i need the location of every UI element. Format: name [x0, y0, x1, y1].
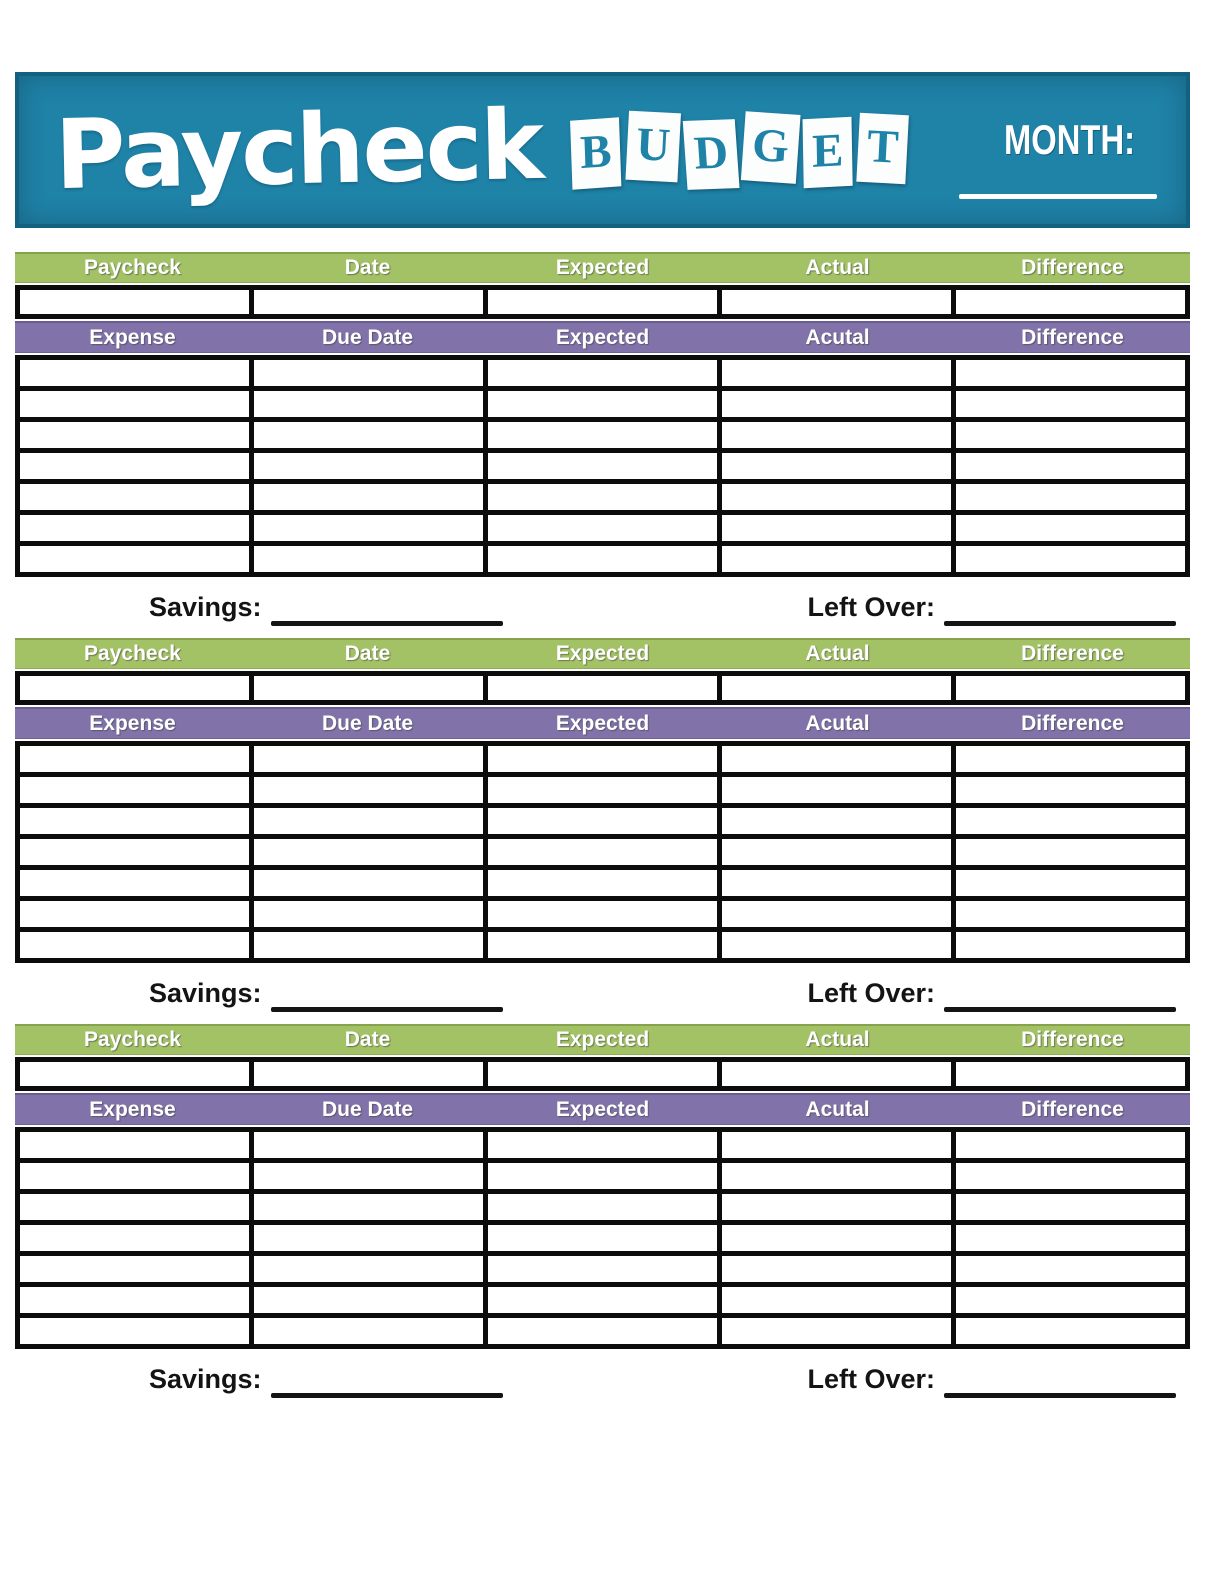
- paycheck-row-table: [15, 1057, 1190, 1091]
- expense-cell-blank[interactable]: [486, 837, 720, 868]
- expense-row: [18, 358, 1188, 389]
- expense-cell-blank[interactable]: [486, 806, 720, 837]
- month-blank-line[interactable]: [959, 194, 1157, 199]
- expense-cell-blank[interactable]: [252, 482, 486, 513]
- header-expense: Expense: [89, 325, 176, 349]
- expense-cell-blank[interactable]: [720, 1192, 954, 1223]
- expense-row: [18, 1161, 1188, 1192]
- expense-cell-blank[interactable]: [18, 544, 252, 575]
- paycheck-cell-blank[interactable]: [720, 288, 954, 317]
- expense-row: [18, 1285, 1188, 1316]
- header-due-date: Due Date: [321, 325, 414, 349]
- savings-label: Savings:: [149, 1364, 262, 1394]
- expense-cell-blank[interactable]: [720, 899, 954, 930]
- expense-cell-blank[interactable]: [252, 358, 486, 389]
- expense-row: [18, 1192, 1188, 1223]
- title-banner: [15, 72, 1190, 228]
- expense-cell-blank[interactable]: [954, 775, 1188, 806]
- savings-label: Savings:: [149, 592, 262, 622]
- paycheck-header-bar: [15, 252, 1190, 283]
- header-difference: Difference: [1021, 1028, 1124, 1051]
- paycheck-row: [18, 674, 1188, 703]
- budget-section-3: [15, 1024, 1190, 1410]
- totals-row: [15, 579, 1190, 638]
- sections-container: [15, 228, 1190, 1410]
- budget-tile-letter: G: [740, 111, 799, 184]
- expense-cell-blank[interactable]: [252, 1223, 486, 1254]
- expense-cell-blank[interactable]: [720, 451, 954, 482]
- expense-cell-blank[interactable]: [720, 513, 954, 544]
- expense-cell-blank[interactable]: [252, 1192, 486, 1223]
- leftover-blank-line[interactable]: [944, 621, 1176, 626]
- expense-cell-blank[interactable]: [954, 1192, 1188, 1223]
- savings-group: [149, 592, 503, 623]
- expense-cell-blank[interactable]: [18, 420, 252, 451]
- expense-cell-blank[interactable]: [720, 837, 954, 868]
- expense-cell-blank[interactable]: [486, 358, 720, 389]
- paycheck-cell-blank[interactable]: [954, 674, 1188, 703]
- expense-cell-blank[interactable]: [252, 420, 486, 451]
- expense-row: [18, 868, 1188, 899]
- expense-cell-blank[interactable]: [18, 1254, 252, 1285]
- expense-cell-blank[interactable]: [720, 482, 954, 513]
- header-difference: Difference: [1021, 256, 1124, 279]
- header-expense: Expense: [89, 711, 176, 735]
- expense-cell-blank[interactable]: [954, 420, 1188, 451]
- expense-cell-blank[interactable]: [18, 1192, 252, 1223]
- header-paycheck: Paycheck: [84, 256, 181, 279]
- expense-cell-blank[interactable]: [720, 775, 954, 806]
- expense-cell-blank[interactable]: [720, 1161, 954, 1192]
- header-paycheck: Paycheck: [84, 642, 181, 665]
- expense-row: [18, 1223, 1188, 1254]
- expense-cell-blank[interactable]: [486, 775, 720, 806]
- header-due-date: Due Date: [321, 711, 414, 735]
- header-expected: Expected: [555, 642, 650, 665]
- expense-cell-blank[interactable]: [252, 775, 486, 806]
- header-date: Date: [344, 1028, 391, 1051]
- expense-cell-blank[interactable]: [252, 513, 486, 544]
- expense-cell-blank[interactable]: [18, 806, 252, 837]
- expense-cell-blank[interactable]: [954, 389, 1188, 420]
- expense-cell-blank[interactable]: [720, 544, 954, 575]
- expense-cell-blank[interactable]: [954, 482, 1188, 513]
- paycheck-cell-blank[interactable]: [18, 1060, 252, 1089]
- header-difference: Difference: [1021, 711, 1124, 735]
- header-expected: Expected: [555, 256, 650, 279]
- expense-cell-blank[interactable]: [954, 868, 1188, 899]
- paycheck-cell-blank[interactable]: [486, 674, 720, 703]
- expense-header-bar: [15, 321, 1190, 353]
- paycheck-cell-blank[interactable]: [954, 1060, 1188, 1089]
- expense-cell-blank[interactable]: [954, 513, 1188, 544]
- budget-tile-letter: E: [803, 116, 853, 188]
- expense-cell-blank[interactable]: [252, 930, 486, 961]
- paycheck-row: [18, 1060, 1188, 1089]
- expense-cell-blank[interactable]: [486, 420, 720, 451]
- paycheck-header-bar: [15, 638, 1190, 669]
- expense-row: [18, 930, 1188, 961]
- expense-cell-blank[interactable]: [720, 1130, 954, 1161]
- savings-blank-line[interactable]: [271, 621, 503, 626]
- header-date: Date: [344, 642, 391, 665]
- expense-cell-blank[interactable]: [720, 1223, 954, 1254]
- expense-cell-blank[interactable]: [486, 1161, 720, 1192]
- expense-cell-blank[interactable]: [252, 544, 486, 575]
- expense-cell-blank[interactable]: [954, 806, 1188, 837]
- expense-cell-blank[interactable]: [486, 744, 720, 775]
- header-paycheck: Paycheck: [84, 1028, 181, 1051]
- expense-cell-blank[interactable]: [486, 1192, 720, 1223]
- savings-group: [149, 978, 503, 1009]
- leftover-group: [807, 592, 1176, 623]
- budget-section-1: [15, 252, 1190, 638]
- expense-cell-blank[interactable]: [720, 744, 954, 775]
- paycheck-row-table: [15, 285, 1190, 319]
- expense-cell-blank[interactable]: [954, 930, 1188, 961]
- expense-cell-blank[interactable]: [486, 930, 720, 961]
- leftover-blank-line[interactable]: [944, 1393, 1176, 1398]
- budget-tile-letter: B: [570, 117, 622, 189]
- paycheck-cell-blank[interactable]: [954, 288, 1188, 317]
- header-expected: Expected: [555, 325, 650, 349]
- totals-row: [15, 1351, 1190, 1410]
- expense-cell-blank[interactable]: [252, 1285, 486, 1316]
- expense-cell-blank[interactable]: [486, 389, 720, 420]
- expense-row: [18, 1254, 1188, 1285]
- header-acutal: Acutal: [805, 325, 870, 349]
- savings-blank-line[interactable]: [271, 1007, 503, 1012]
- expense-cell-blank[interactable]: [252, 899, 486, 930]
- header-acutal: Acutal: [805, 1097, 870, 1121]
- expense-row: [18, 1130, 1188, 1161]
- expense-cell-blank[interactable]: [954, 744, 1188, 775]
- paycheck-cell-blank[interactable]: [720, 1060, 954, 1089]
- paycheck-cell-blank[interactable]: [252, 674, 486, 703]
- totals-row: [15, 965, 1190, 1024]
- paycheck-header-bar: [15, 1024, 1190, 1055]
- expense-cell-blank[interactable]: [954, 544, 1188, 575]
- expense-row: [18, 744, 1188, 775]
- month-label: MONTH:: [1004, 116, 1136, 163]
- header-date: Date: [344, 256, 391, 279]
- expense-table: [15, 741, 1190, 963]
- expense-cell-blank[interactable]: [954, 899, 1188, 930]
- expense-cell-blank[interactable]: [720, 868, 954, 899]
- expense-cell-blank[interactable]: [18, 513, 252, 544]
- expense-cell-blank[interactable]: [954, 837, 1188, 868]
- paycheck-cell-blank[interactable]: [18, 288, 252, 317]
- expense-cell-blank[interactable]: [720, 1254, 954, 1285]
- expense-row: [18, 451, 1188, 482]
- paycheck-cell-blank[interactable]: [252, 288, 486, 317]
- expense-header-bar: [15, 1093, 1190, 1125]
- expense-cell-blank[interactable]: [486, 1254, 720, 1285]
- header-expected: Expected: [555, 1028, 650, 1051]
- expense-cell-blank[interactable]: [720, 930, 954, 961]
- expense-row: [18, 775, 1188, 806]
- savings-group: [149, 1364, 503, 1395]
- expense-cell-blank[interactable]: [720, 1316, 954, 1347]
- expense-cell-blank[interactable]: [486, 1130, 720, 1161]
- header-actual: Actual: [805, 642, 870, 665]
- expense-cell-blank[interactable]: [18, 1161, 252, 1192]
- expense-cell-blank[interactable]: [954, 1316, 1188, 1347]
- expense-cell-blank[interactable]: [486, 1223, 720, 1254]
- leftover-group: [807, 978, 1176, 1009]
- header-difference: Difference: [1021, 642, 1124, 665]
- expense-row: [18, 1316, 1188, 1347]
- expense-cell-blank[interactable]: [18, 482, 252, 513]
- paycheck-cell-blank[interactable]: [18, 674, 252, 703]
- expense-cell-blank[interactable]: [720, 420, 954, 451]
- paycheck-cell-blank[interactable]: [486, 288, 720, 317]
- expense-cell-blank[interactable]: [252, 1254, 486, 1285]
- expense-cell-blank[interactable]: [954, 1130, 1188, 1161]
- expense-cell-blank[interactable]: [954, 1223, 1188, 1254]
- paycheck-cell-blank[interactable]: [486, 1060, 720, 1089]
- expense-cell-blank[interactable]: [486, 513, 720, 544]
- savings-label: Savings:: [149, 978, 262, 1008]
- expense-cell-blank[interactable]: [954, 1254, 1188, 1285]
- expense-cell-blank[interactable]: [18, 451, 252, 482]
- expense-cell-blank[interactable]: [252, 1316, 486, 1347]
- expense-cell-blank[interactable]: [486, 544, 720, 575]
- expense-table: [15, 355, 1190, 577]
- expense-cell-blank[interactable]: [720, 1285, 954, 1316]
- header-due-date: Due Date: [321, 1097, 414, 1121]
- expense-cell-blank[interactable]: [18, 868, 252, 899]
- header-difference: Difference: [1021, 325, 1124, 349]
- expense-cell-blank[interactable]: [18, 930, 252, 961]
- leftover-label: Left Over:: [807, 1364, 935, 1394]
- budget-section-2: [15, 638, 1190, 1024]
- savings-blank-line[interactable]: [271, 1393, 503, 1398]
- expense-cell-blank[interactable]: [18, 744, 252, 775]
- expense-cell-blank[interactable]: [486, 482, 720, 513]
- expense-cell-blank[interactable]: [18, 837, 252, 868]
- expense-row: [18, 544, 1188, 575]
- expense-cell-blank[interactable]: [18, 775, 252, 806]
- expense-row: [18, 420, 1188, 451]
- expense-cell-blank[interactable]: [18, 389, 252, 420]
- header-difference: Difference: [1021, 1097, 1124, 1121]
- expense-header-bar: [15, 707, 1190, 739]
- expense-cell-blank[interactable]: [486, 1316, 720, 1347]
- paycheck-row-table: [15, 671, 1190, 705]
- expense-cell-blank[interactable]: [252, 389, 486, 420]
- expense-cell-blank[interactable]: [954, 358, 1188, 389]
- expense-cell-blank[interactable]: [954, 1285, 1188, 1316]
- expense-cell-blank[interactable]: [252, 744, 486, 775]
- paycheck-logo-text: Paycheck: [53, 88, 544, 212]
- header-actual: Actual: [805, 256, 870, 279]
- budget-tile-letter: T: [857, 112, 910, 183]
- expense-cell-blank[interactable]: [954, 451, 1188, 482]
- header-expected: Expected: [555, 1097, 650, 1121]
- expense-row: [18, 513, 1188, 544]
- expense-cell-blank[interactable]: [18, 1130, 252, 1161]
- expense-cell-blank[interactable]: [486, 899, 720, 930]
- leftover-group: [807, 1364, 1176, 1395]
- expense-cell-blank[interactable]: [18, 1223, 252, 1254]
- expense-cell-blank[interactable]: [486, 1285, 720, 1316]
- leftover-label: Left Over:: [807, 978, 935, 1008]
- expense-row: [18, 899, 1188, 930]
- expense-cell-blank[interactable]: [486, 451, 720, 482]
- expense-row: [18, 837, 1188, 868]
- header-expected: Expected: [555, 711, 650, 735]
- expense-cell-blank[interactable]: [18, 358, 252, 389]
- header-acutal: Acutal: [805, 711, 870, 735]
- expense-cell-blank[interactable]: [18, 1285, 252, 1316]
- budget-tile-letter: D: [682, 119, 739, 190]
- expense-cell-blank[interactable]: [954, 1161, 1188, 1192]
- budget-logo-tiles: [568, 116, 911, 185]
- budget-tile-letter: U: [625, 110, 680, 182]
- expense-cell-blank[interactable]: [252, 1161, 486, 1192]
- expense-cell-blank[interactable]: [720, 358, 954, 389]
- expense-cell-blank[interactable]: [252, 837, 486, 868]
- paycheck-row: [18, 288, 1188, 317]
- expense-table: [15, 1127, 1190, 1349]
- expense-cell-blank[interactable]: [252, 451, 486, 482]
- expense-row: [18, 482, 1188, 513]
- expense-cell-blank[interactable]: [18, 899, 252, 930]
- expense-cell-blank[interactable]: [252, 868, 486, 899]
- expense-cell-blank[interactable]: [252, 806, 486, 837]
- expense-row: [18, 806, 1188, 837]
- paycheck-cell-blank[interactable]: [252, 1060, 486, 1089]
- header-actual: Actual: [805, 1028, 870, 1051]
- expense-cell-blank[interactable]: [252, 1130, 486, 1161]
- leftover-blank-line[interactable]: [944, 1007, 1176, 1012]
- expense-cell-blank[interactable]: [18, 1316, 252, 1347]
- leftover-label: Left Over:: [807, 592, 935, 622]
- paycheck-cell-blank[interactable]: [720, 674, 954, 703]
- expense-row: [18, 389, 1188, 420]
- expense-cell-blank[interactable]: [720, 806, 954, 837]
- header-expense: Expense: [89, 1097, 176, 1121]
- expense-cell-blank[interactable]: [486, 868, 720, 899]
- expense-cell-blank[interactable]: [720, 389, 954, 420]
